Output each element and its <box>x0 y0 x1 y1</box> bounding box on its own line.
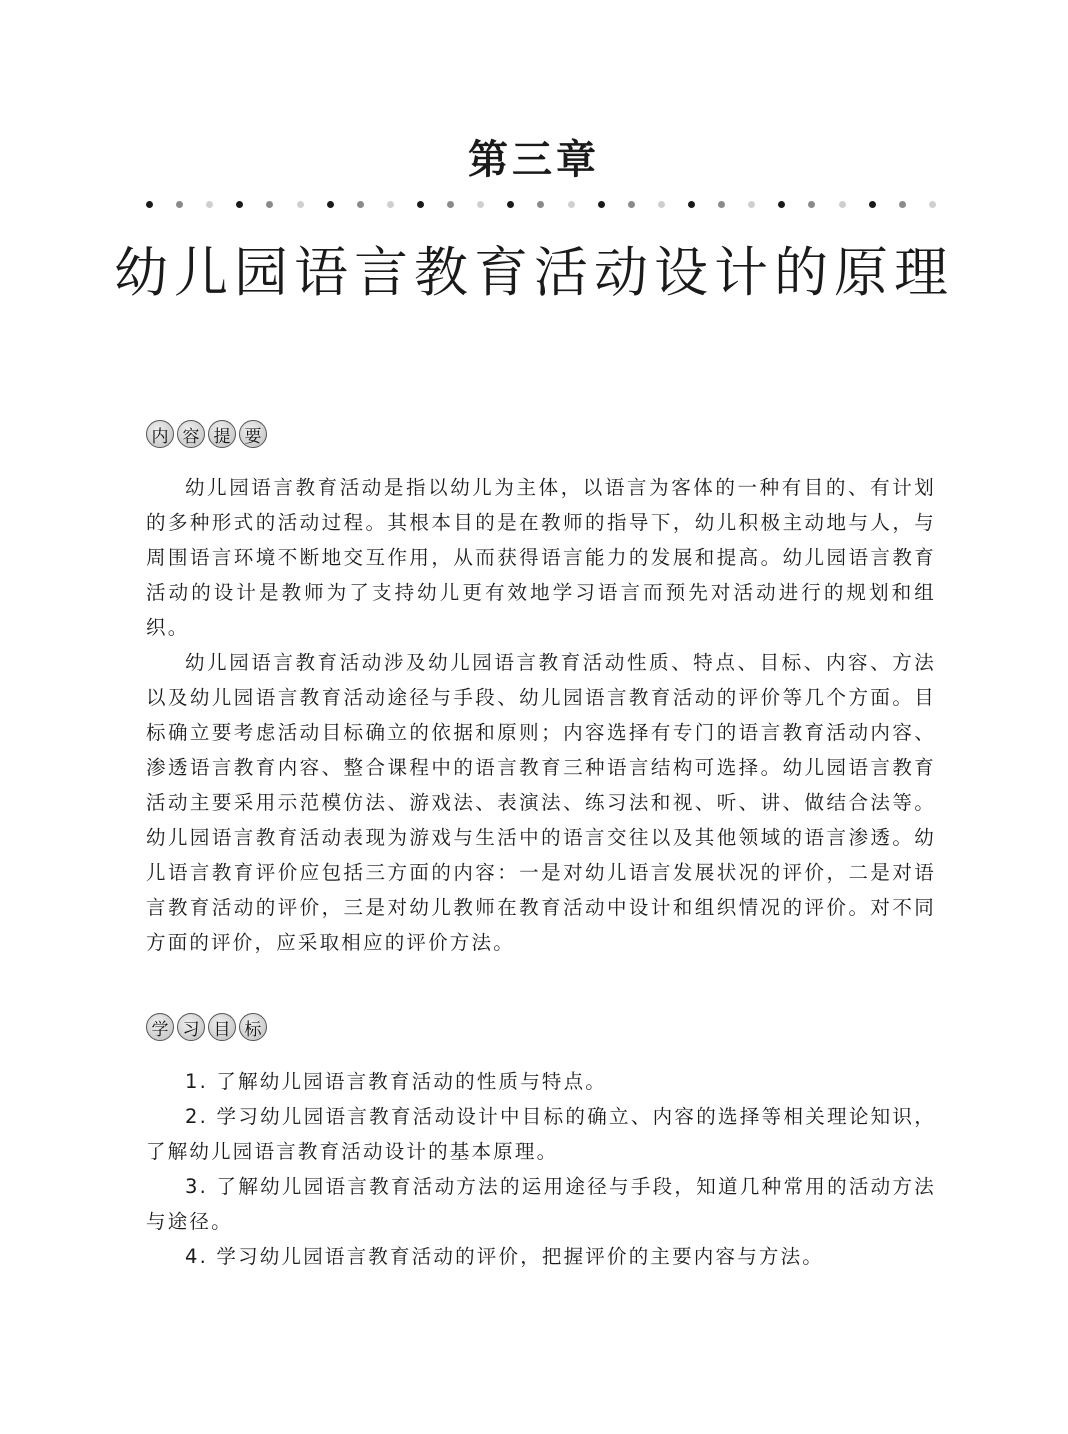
divider-dot <box>146 201 153 208</box>
goals-heading-char: 习 <box>177 1013 205 1041</box>
goal-item: 2. 学习幼儿园语言教育活动设计中目标的确立、内容的选择等相关理论知识，了解幼儿园语言教育活动设计的基本原理。 <box>146 1105 936 1163</box>
divider-dot <box>899 201 906 208</box>
divider-dot <box>357 201 364 208</box>
divider-dot <box>417 201 424 208</box>
divider-dot <box>447 201 454 208</box>
goal-item: 1. 了解幼儿园语言教育活动的性质与特点。 <box>185 1070 608 1093</box>
divider-dot <box>778 201 785 208</box>
divider-dot <box>688 201 695 208</box>
divider-dot <box>477 201 484 208</box>
divider-dot <box>808 201 815 208</box>
divider-dot <box>297 201 304 208</box>
goals-heading <box>146 1013 267 1041</box>
divider-dot <box>929 201 936 208</box>
divider-dot <box>537 201 544 208</box>
chapter-title: 幼儿园语言教育活动设计的原理 <box>114 241 954 304</box>
goal-item: 4. 学习幼儿园语言教育活动的评价，把握评价的主要内容与方法。 <box>185 1245 825 1268</box>
divider-dot <box>568 201 575 208</box>
goals-heading-char: 目 <box>208 1013 236 1041</box>
divider-dot <box>507 201 514 208</box>
summary-heading-char: 内 <box>146 420 174 448</box>
divider-dot <box>658 201 665 208</box>
goal-item: 3. 了解幼儿园语言教育活动方法的运用途径与手段，知道几种常用的活动方法与途径。 <box>146 1175 936 1233</box>
divider-dot <box>236 201 243 208</box>
divider-dot <box>327 201 334 208</box>
divider-dot <box>598 201 605 208</box>
goals-list <box>146 1064 936 1274</box>
summary-body <box>146 470 936 960</box>
summary-heading <box>146 420 267 448</box>
dotted-divider <box>146 196 936 212</box>
summary-heading-char: 容 <box>177 420 205 448</box>
divider-dot <box>748 201 755 208</box>
divider-dot <box>869 201 876 208</box>
divider-dot <box>718 201 725 208</box>
goals-heading-char: 学 <box>146 1013 174 1041</box>
summary-heading-char: 要 <box>239 420 267 448</box>
divider-dot <box>176 201 183 208</box>
divider-dot <box>206 201 213 208</box>
summary-paragraph: 幼儿园语言教育活动是指以幼儿为主体，以语言为客体的一种有目的、有计划的多种形式的活动过程。其根本目的是在教师的指导下，幼儿积极主动地与人，与周围语言环境不断地交互作用，从而获得语言能力的发展和提高。幼儿园语言教育活动的设计是教师为了支持幼儿更有效地学习语言而预先对活动进行的规划和组织。 <box>146 476 936 639</box>
divider-dot <box>387 201 394 208</box>
chapter-label: 第三章 <box>468 137 600 183</box>
summary-paragraph: 幼儿园语言教育活动涉及幼儿园语言教育活动性质、特点、目标、内容、方法以及幼儿园语言教育活动途径与手段、幼儿园语言教育活动的评价等几个方面。目标确立要考虑活动目标确立的依据和原则；内容选择有专门的语言教育活动内容、渗透语言教育内容、整合课程中的语言教育三种语言结构可选择。幼儿园语言教育活动主要采用示范模仿法、游戏法、表演法、练习法和视、听、讲、做结合法等。幼儿园语言教育活动表现为游戏与生活中的语言交往以及其他领域的语言渗透。幼儿语言教育评价应包括三方面的内容：一是对幼儿语言发展状况的评价，二是对语言教育活动的评价，三是对幼儿教师在教育活动中设计和组织情况的评价。对不同方面的评价，应采取相应的评价方法。 <box>146 651 936 954</box>
divider-dot <box>628 201 635 208</box>
summary-heading-char: 提 <box>208 420 236 448</box>
goals-heading-char: 标 <box>239 1013 267 1041</box>
divider-dot <box>266 201 273 208</box>
divider-dot <box>839 201 846 208</box>
